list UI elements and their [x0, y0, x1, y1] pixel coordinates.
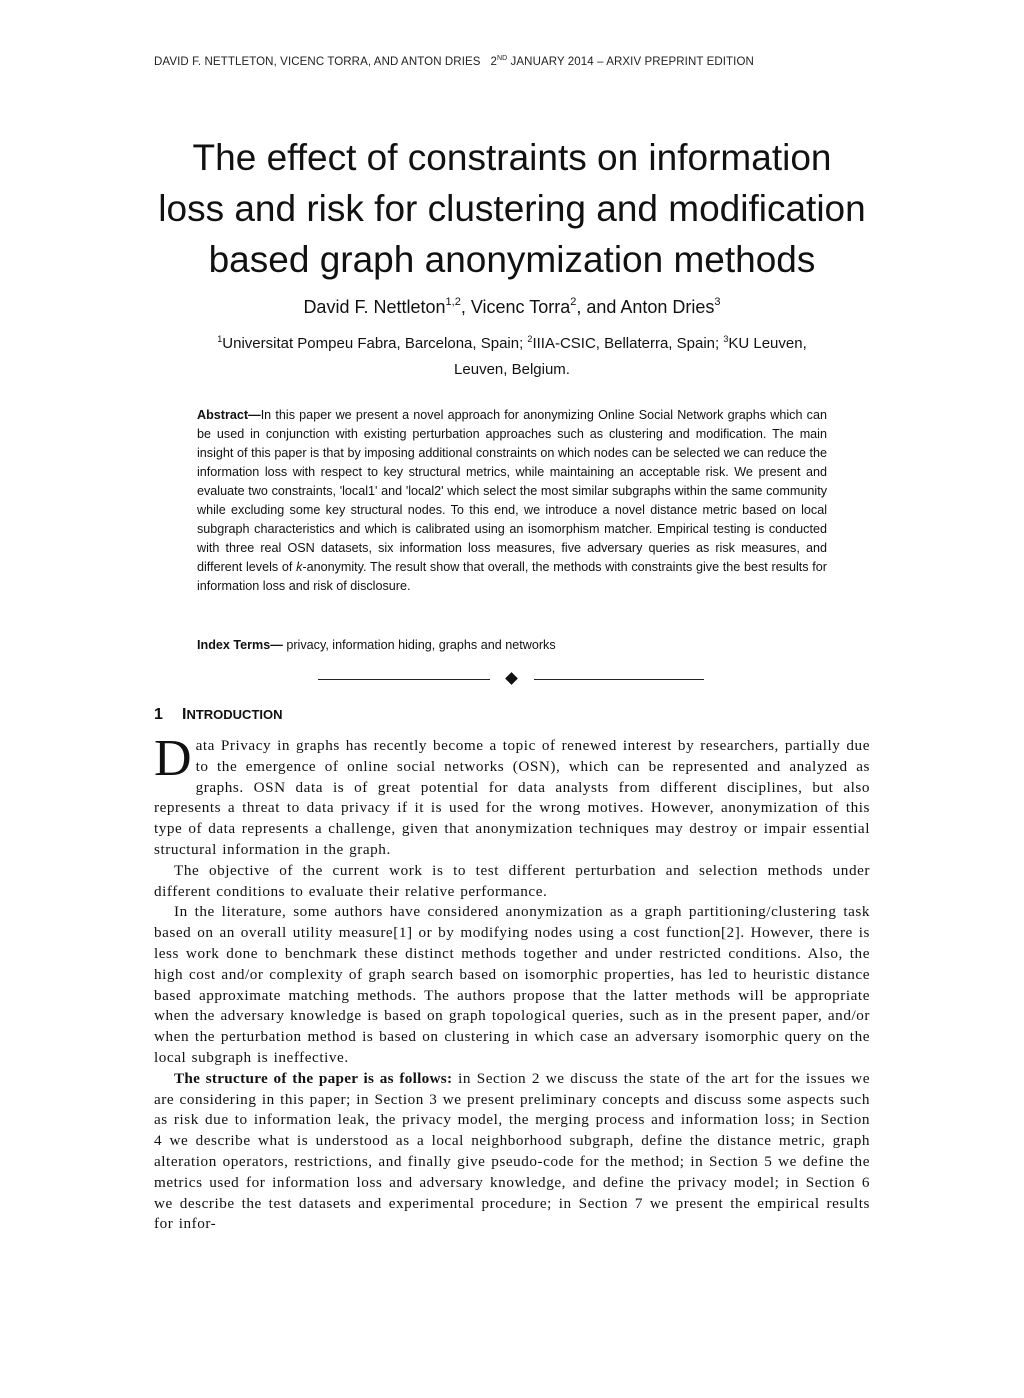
affiliation-text: KU Leuven, [728, 335, 807, 352]
index-terms-text: privacy, information hiding, graphs and networks [282, 638, 556, 652]
author-list [100, 296, 924, 318]
paragraph-text: in Section 2 we discuss the state of the art for the issues we are considering in this paper; in Section 3 we present preliminary concepts and discuss some aspects such as risk due to information leak, the privacy model, the merging process and information loss; in Section 4 we describe what is understood as a local neighborhood subgraph, define the distance metric, graph alteration operators, restrictions, and finally give pseudo-code for the method; in Section 5 we define the metrics used for information loss and adversary knowledge, and define the privacy model; in Section 6 we describe the test datasets and experimental procedure; in Section 7 we present the empirical results for infor- [154, 1069, 870, 1233]
affiliations [150, 326, 874, 383]
author-affiliation-mark: 3 [714, 296, 721, 308]
affiliation-text: Leuven, Belgium. [454, 361, 570, 378]
author-affiliation-mark: 2 [570, 296, 577, 308]
paragraph [154, 730, 870, 861]
divider-rule [318, 679, 490, 680]
running-head-edition: JANUARY 2014 – ARXIV PREPRINT EDITION [507, 56, 754, 68]
abstract-text: -anonymity. The result show that overall, the methods with constraints give the best results for information loss and risk of disclosure. [197, 560, 827, 593]
affiliation-mark: 3 [723, 334, 729, 344]
section-heading [154, 706, 283, 724]
paragraph-text: ata Privacy in graphs has recently become a topic of renewed interest by researchers, partially due to the emergence of online social networks (OSN), which can be represented and analyzed as graphs. OSN data is of great potential for data analysts from different disciplines, but also represents a threat to data privacy if it is used for the wrong motives. However, anonymization of this type of data represents a challenge, given that anonymization techniques may destroy or impair essential structural information in the graph. [154, 737, 870, 858]
running-head [154, 55, 874, 68]
title-line: loss and risk for clustering and modification [158, 188, 866, 229]
abstract-italic: k [296, 560, 303, 574]
intro-body [154, 730, 870, 1235]
affiliation-text: IIIA-CSIC, Bellaterra, Spain; [532, 335, 724, 352]
title-line: The effect of constraints on information [192, 137, 832, 178]
drop-cap: D [154, 730, 192, 787]
paragraph-bold-lead: The structure of the paper is as follows: [174, 1069, 453, 1087]
index-terms [197, 638, 827, 652]
paragraph: The objective of the current work is to test different perturbation and selection methods under different conditions to evaluate their relative performance. [154, 861, 870, 900]
author-name: , Vicenc Torra [460, 297, 571, 317]
running-head-date-day: 2 [490, 56, 497, 68]
author-name: , and Anton Dries [576, 297, 715, 317]
paragraph [154, 1069, 870, 1235]
affiliation-mark: 2 [527, 334, 533, 344]
title-line: based graph anonymization methods [208, 239, 816, 280]
section-divider [316, 671, 708, 687]
paper-title [120, 132, 904, 285]
running-head-date-suffix: ND [496, 55, 508, 62]
section-number: 1 [154, 706, 163, 723]
affiliation-text: Universitat Pompeu Fabra, Barcelona, Spain; [222, 335, 528, 352]
divider-rule [534, 679, 704, 680]
author-name: David F. Nettleton [303, 297, 446, 317]
index-terms-label: Index Terms— [197, 638, 283, 652]
paragraph: In the literature, some authors have considered anonymization as a graph partitioning/clustering task based on an overall utility measure[1] or by modifying nodes using a cost function[2]. However, there is less work done to benchmark these distinct methods together and under restricted conditions. Also, the high cost and/or complexity of graph search based on isomorphic properties, has led to heuristic distance based approximate matching methods. The authors propose that the latter methods will be appropriate when the adversary knowledge is based on graph topological queries, such as in the present paper, and/or when the perturbation method is based on clustering in which case an adversary isomorphic query on the local subgraph is ineffective. [154, 903, 870, 1066]
abstract-label: Abstract— [197, 408, 261, 422]
running-head-authors: DAVID F. NETTLETON, VICENC TORRA, AND ANTON DRIES [154, 56, 481, 68]
abstract [197, 406, 827, 596]
affiliation-mark: 1 [217, 334, 223, 344]
abstract-text: In this paper we present a novel approach for anonymizing Online Social Network graphs which can be used in conjunction with existing perturbation approaches such as clustering and modification. The main insight of this paper is that by imposing additional constraints on which nodes can be selected we can reduce the information loss with respect to key structural metrics, while maintaining an acceptable risk. We present and evaluate two constraints, 'local1' and 'local2' which select the most similar subgraphs within the same community while excluding some key structural nodes. To this end, we introduce a novel distance metric based on local subgraph characteristics and which is calibrated using an isomorphism matcher. Empirical testing is conducted with three real OSN datasets, six information loss measures, five adversary queries as risk measures, and different levels of [197, 408, 827, 574]
section-title-rest: NTRODUCTION [186, 707, 283, 722]
section-title-initial: I [182, 706, 187, 723]
author-affiliation-mark: 1,2 [445, 296, 461, 308]
diamond-icon [505, 672, 518, 685]
